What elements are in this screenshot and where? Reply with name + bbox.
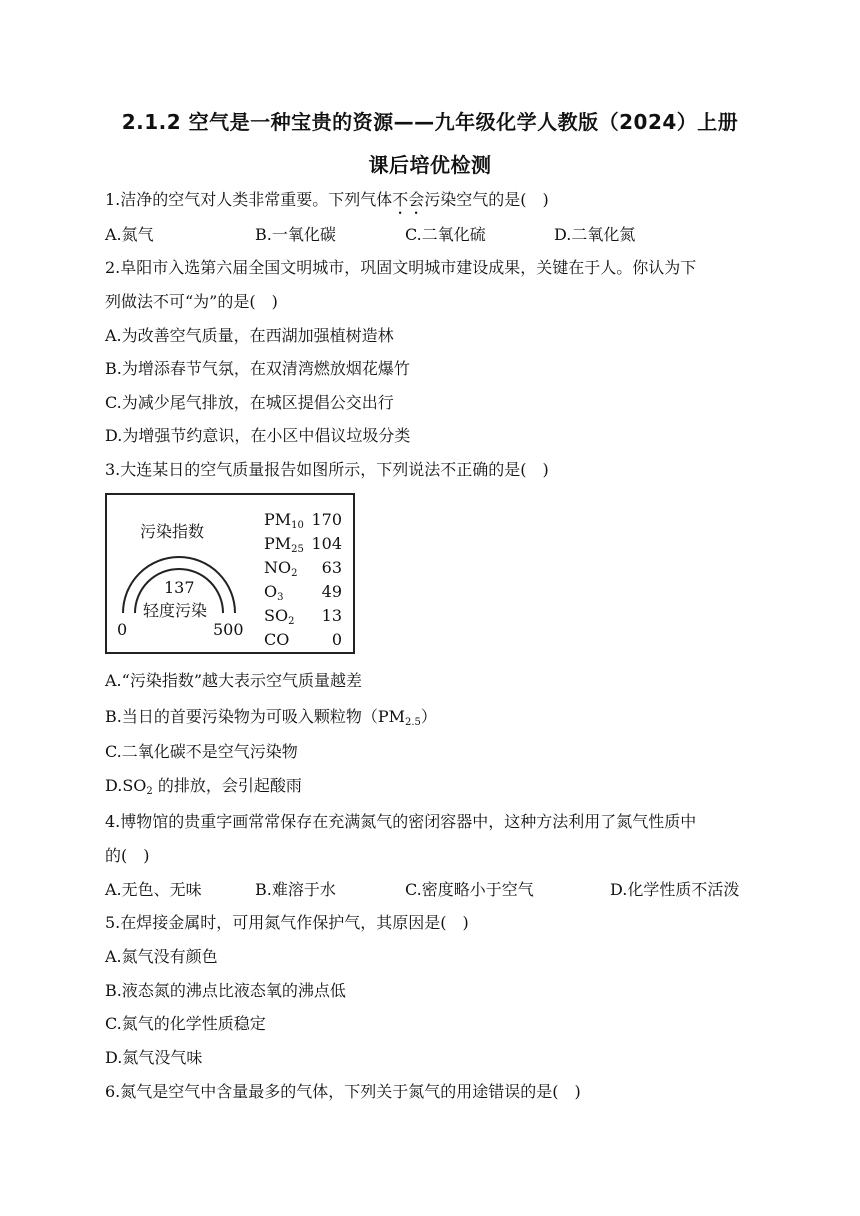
q5-option-b: B.液态氮的沸点比液态氧的沸点低 <box>105 981 346 1000</box>
pollutant-value: 49 <box>321 582 342 601</box>
pollutant-name: $PM_{25}$ <box>264 534 304 555</box>
q5-option-d: D.氮气没气味 <box>105 1048 203 1067</box>
q6-stem: 6.氮气是空气中含量最多的气体，下列关于氮气的用途错误的是( ) <box>105 1082 581 1101</box>
q3-option-a: A.“污染指数”越大表示空气质量越差 <box>105 671 363 690</box>
q4-stem-line2: 的( ) <box>105 846 150 865</box>
q2-stem-line2: 列做法不可“为”的是( ) <box>105 292 278 311</box>
pollutant-value: 0 <box>331 630 342 649</box>
q2-option-c: C.为减少尾气排放，在城区提倡公交出行 <box>105 393 394 412</box>
gauge-scale-max: 500 <box>213 620 244 639</box>
q2-stem-line1: 2.阜阳市入选第六届全国文明城市，巩固文明城市建设成果，关键在于人。你认为下 <box>105 258 697 277</box>
pollutant-row <box>264 559 342 583</box>
q3-option-d: $D.SO_2$ 的排放，会引起酸雨 <box>105 776 302 797</box>
pollutant-row <box>264 631 342 655</box>
q2-option-b: B.为增添春节气氛，在双清湾燃放烟花爆竹 <box>105 359 410 378</box>
q4-option-a: A.无色、无味 <box>105 880 202 899</box>
q4-option-d: D.化学性质不活泼 <box>610 880 740 899</box>
pollutant-value: 13 <box>321 606 342 625</box>
pollutant-row <box>264 511 342 535</box>
pollutant-value: 104 <box>311 534 342 553</box>
q1-option-c: C.二氧化硫 <box>405 225 486 244</box>
q1-stem-part-a: 1.洁净的空气对人类非常重要。下列气体 <box>105 190 393 209</box>
q1-option-a: A.氮气 <box>105 225 154 244</box>
q4-stem-line1: 4.博物馆的贵重字画常常保存在充满氮气的密闭容器中，这种方法利用了氮气性质中 <box>105 812 697 831</box>
q2-option-a: A.为改善空气质量，在西湖加强植树造林 <box>105 326 394 345</box>
q1-option-d: D.二氧化氮 <box>554 225 636 244</box>
q1-option-b: B.一氧化碳 <box>255 225 336 244</box>
q4-option-c: C.密度略小于空气 <box>405 880 534 899</box>
q1-stem <box>105 190 549 218</box>
q3-option-b: B.当日的首要污染物为可吸入颗粒物$(PM_{2.5})$ <box>105 707 437 728</box>
q2-option-d: D.为增强节约意识，在小区中倡议垃圾分类 <box>105 426 411 445</box>
pollution-index-heading: 污染指数 <box>140 522 205 541</box>
q5-option-a: A.氮气没有颜色 <box>105 947 218 966</box>
pollutant-value: 63 <box>321 558 342 577</box>
pollution-index-value: 137 <box>164 578 195 597</box>
q5-stem: 5.在焊接金属时，可用氮气作保护气，其原因是( ) <box>105 913 469 932</box>
q5-option-c: C.氮气的化学性质稳定 <box>105 1014 266 1033</box>
pollutant-value: 170 <box>311 510 342 529</box>
q3-stem: 3.大连某日的空气质量报告如图所示，下列说法不正确的是( ) <box>105 460 549 479</box>
q4-option-b: B.难溶于水 <box>255 880 336 899</box>
pollutant-name: $NO_2$ <box>264 558 298 579</box>
gauge-scale-min: 0 <box>117 620 128 639</box>
q1-stem-emphasis: 不会 <box>392 190 425 209</box>
pollutant-row <box>264 607 342 631</box>
q1-stem-part-b: 污染空气的是( ) <box>424 190 549 209</box>
pollutant-name: $SO_2$ <box>264 606 295 627</box>
doc-title-line2: 课后培优检测 <box>368 153 492 177</box>
pollutant-row <box>264 583 342 607</box>
pollutant-name: CO <box>264 630 290 649</box>
q3-option-c: C.二氧化碳不是空气污染物 <box>105 742 298 761</box>
pollutant-name: $PM_{10}$ <box>264 510 304 531</box>
pollutant-row <box>264 535 342 559</box>
pollutant-name: $O_3$ <box>264 582 284 603</box>
air-quality-report-figure <box>105 493 355 654</box>
doc-title-line1: 2.1.2 空气是一种宝贵的资源——九年级化学人教版（2024）上册 <box>121 110 739 134</box>
pollution-level-label: 轻度污染 <box>143 601 208 620</box>
